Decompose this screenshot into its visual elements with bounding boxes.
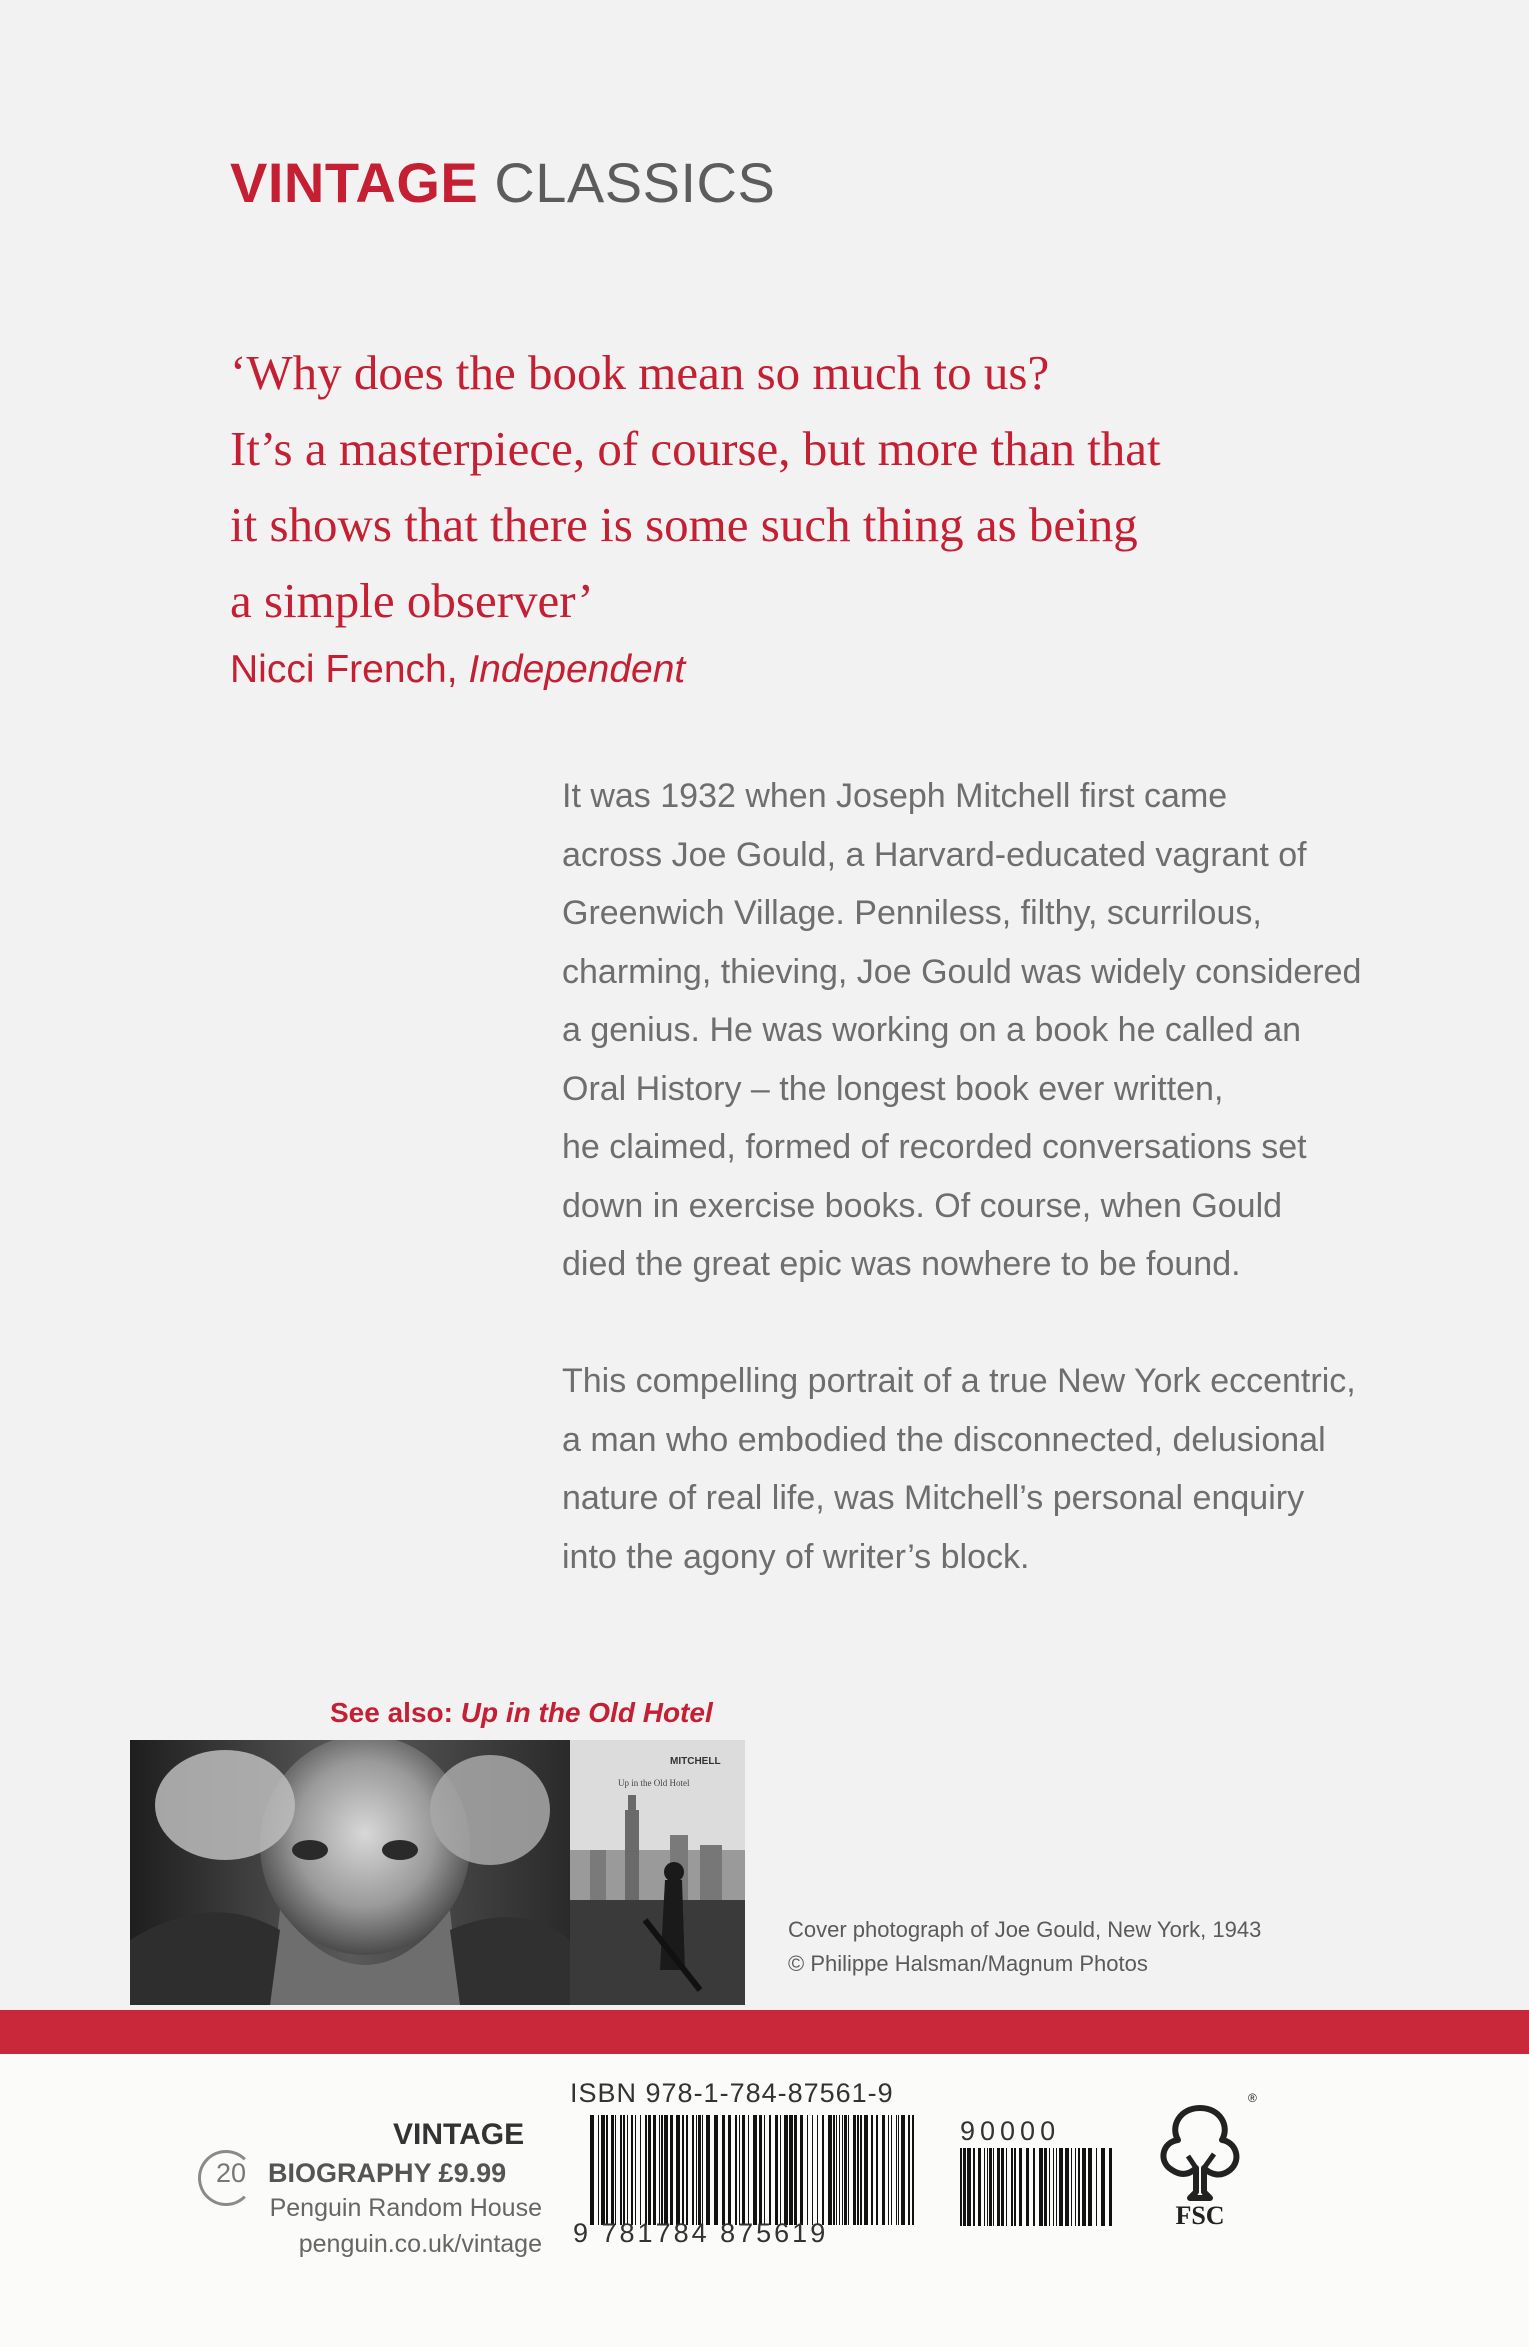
publisher-url: penguin.co.uk/vintage xyxy=(298,2230,542,2258)
barcode-bar xyxy=(1075,2148,1076,2226)
barcode-bar xyxy=(1078,2148,1080,2226)
barcode-bar xyxy=(794,2115,797,2225)
barcode-bar xyxy=(627,2115,628,2225)
barcode-bar xyxy=(1059,2148,1063,2226)
fsc-tree-icon xyxy=(1140,2088,1260,2228)
barcode-bar xyxy=(611,2115,614,2225)
barcode-icon xyxy=(590,2115,920,2230)
mini-cover-author: MITCHELL xyxy=(670,1756,721,1767)
barcode-bar xyxy=(1109,2148,1112,2226)
barcode-bar xyxy=(1053,2148,1054,2226)
mini-cover-title: Up in the Old Hotel xyxy=(618,1778,690,1788)
price-label: £9.99 xyxy=(438,2158,507,2188)
blurb-line: a man who embodied the disconnected, delusional xyxy=(562,1420,1326,1459)
barcode-bar xyxy=(864,2115,868,2225)
barcode-bar xyxy=(645,2115,647,2225)
barcode-bar xyxy=(876,2115,878,2225)
blurb-line: nature of real life, was Mitchell’s personal enquiry xyxy=(562,1479,1305,1517)
barcode-bar xyxy=(960,2148,962,2226)
fsc-logo xyxy=(1140,2088,1260,2233)
barcode-bar xyxy=(714,2115,718,2225)
barcode-bar xyxy=(912,2115,914,2225)
barcode-bar xyxy=(997,2148,1000,2226)
see-also-label: See also: xyxy=(330,1697,453,1728)
barcode-bar xyxy=(590,2115,594,2225)
fsc-label: FSC xyxy=(1175,2201,1225,2228)
barcode-bar xyxy=(839,2115,840,2225)
barcode-bar xyxy=(1011,2148,1013,2226)
barcode-bar xyxy=(967,2148,971,2226)
see-also-title: Up in the Old Hotel xyxy=(460,1697,713,1728)
barcode-bar xyxy=(775,2115,778,2225)
barcode-bar xyxy=(1033,2148,1035,2226)
barcode-bar xyxy=(888,2115,889,2225)
barcode-bar xyxy=(844,2115,847,2225)
barcode-bar xyxy=(784,2115,788,2225)
barcode-bar xyxy=(1019,2148,1022,2226)
blurb-line: Greenwich Village. Penniless, filthy, scurrilous, xyxy=(562,894,1262,932)
blurb-line: he claimed, formed of recorded conversations set xyxy=(562,1128,1307,1166)
publisher-info xyxy=(240,2190,542,2262)
barcode-bar xyxy=(1101,2148,1105,2226)
barcode-bar xyxy=(739,2115,740,2225)
barcode-bar xyxy=(631,2115,633,2225)
quote-line: it shows that there is some such thing as being xyxy=(230,497,1138,552)
barcode-bar xyxy=(620,2115,622,2225)
isbn-label: ISBN 978-1-784-87561-9 xyxy=(570,2078,894,2108)
barcode-bar xyxy=(871,2115,873,2225)
barcode-bar xyxy=(748,2115,749,2225)
barcode-bar xyxy=(648,2115,651,2225)
barcode-bar xyxy=(686,2115,688,2225)
publisher-name: Penguin Random House xyxy=(269,2194,542,2222)
barcode-bar xyxy=(692,2115,694,2225)
barcode-bar xyxy=(1071,2148,1072,2226)
barcode-bar xyxy=(882,2115,885,2225)
quote-line: ‘Why does the book mean so much to us? xyxy=(230,345,1050,400)
barcode-bar xyxy=(670,2115,673,2225)
barcode-bar xyxy=(722,2115,725,2225)
barcode-bar xyxy=(836,2115,837,2225)
barcode-bar xyxy=(728,2115,731,2225)
barcode-bar xyxy=(1049,2148,1050,2226)
barcode-bar xyxy=(1006,2148,1007,2226)
barcode-bar xyxy=(1044,2148,1047,2226)
barcode-bar xyxy=(1056,2148,1057,2226)
barcode-bar xyxy=(973,2148,975,2226)
category-price xyxy=(268,2158,506,2189)
barcode-bar xyxy=(640,2115,641,2225)
blurb-line: a genius. He was working on a book he called an xyxy=(562,1011,1302,1049)
barcode-bar xyxy=(807,2115,808,2225)
barcode-bar xyxy=(789,2115,793,2225)
price-addon-barcode-icon xyxy=(960,2148,1115,2231)
barcode-bar xyxy=(848,2115,849,2225)
barcode-bar xyxy=(842,2115,843,2225)
barcode-bar xyxy=(735,2115,737,2225)
mini-cover-image xyxy=(570,1740,745,2005)
photo-credit xyxy=(788,1913,1261,1981)
barcode-bar xyxy=(769,2115,771,2225)
barcode-bar xyxy=(833,2115,835,2225)
barcode-bar xyxy=(901,2115,905,2225)
portrait-image xyxy=(130,1740,570,2005)
series-logo xyxy=(230,150,775,215)
barcode-bar xyxy=(822,2115,824,2225)
barcode-bar xyxy=(664,2115,668,2225)
quote-source: Independent xyxy=(468,648,686,691)
barcode-bar xyxy=(659,2115,660,2225)
barcode-bar xyxy=(989,2148,992,2226)
red-band xyxy=(0,2010,1529,2054)
blurb-line: charming, thieving, Joe Gould was widely considered xyxy=(562,952,1362,991)
barcode-bar xyxy=(698,2115,701,2225)
imprint-vintage: VINTAGE xyxy=(393,2118,525,2151)
series-logo-classics: CLASSICS xyxy=(494,151,776,214)
blurb-paragraph-2 xyxy=(562,1352,1492,1586)
barcode-bar xyxy=(780,2115,781,2225)
barcode-bar xyxy=(860,2115,862,2225)
see-also-book-cover[interactable] xyxy=(570,1740,745,2005)
barcode-bar xyxy=(759,2115,762,2225)
barcode-bar xyxy=(853,2115,856,2225)
barcode-bar xyxy=(908,2115,910,2225)
barcode-bar xyxy=(598,2115,599,2225)
see-also xyxy=(330,1697,713,1729)
barcode-bar xyxy=(891,2115,892,2225)
quote-attribution xyxy=(230,648,685,692)
barcode-bar xyxy=(753,2115,757,2225)
barcode-digits: 9 781784 875619 xyxy=(573,2218,829,2248)
barcode-bar xyxy=(1014,2148,1016,2226)
barcode-bar xyxy=(1088,2148,1092,2226)
blurb-line: It was 1932 when Joseph Mitchell first came xyxy=(562,777,1228,815)
review-quote xyxy=(230,335,1330,639)
barcode-bar xyxy=(601,2115,605,2225)
barcode-bar xyxy=(1026,2148,1029,2226)
quote-author: Nicci French, xyxy=(230,648,458,691)
quote-line: a simple observer’ xyxy=(230,573,594,628)
barcode-bar xyxy=(896,2115,897,2225)
barcode-bar xyxy=(812,2115,813,2225)
barcode-bar xyxy=(800,2115,803,2225)
barcode-bar xyxy=(857,2115,859,2225)
barcode-bar xyxy=(817,2115,818,2225)
barcode-bar xyxy=(702,2115,703,2225)
blurb-paragraph-1 xyxy=(562,767,1492,1294)
barcode-bar xyxy=(987,2148,988,2226)
barcode-bar xyxy=(635,2115,636,2225)
blurb-line: across Joe Gould, a Harvard-educated vagrant of xyxy=(562,835,1307,874)
barcode-bar xyxy=(676,2115,680,2225)
barcode-bar xyxy=(682,2115,684,2225)
blurb-line: Oral History – the longest book ever written, xyxy=(562,1069,1224,1108)
barcode-bar xyxy=(963,2148,966,2226)
blurb-line: into the agony of writer’s block. xyxy=(562,1537,1030,1576)
fsc-registered-mark: ® xyxy=(1248,2091,1257,2105)
c20-logo-number: 20 xyxy=(216,2158,247,2188)
barcode-bar xyxy=(898,2115,899,2225)
price-addon-digits: 90000 xyxy=(960,2116,1061,2146)
author-photo xyxy=(130,1740,570,2005)
barcode-bar xyxy=(653,2115,656,2225)
barcode-bar xyxy=(742,2115,745,2225)
barcode-bar xyxy=(615,2115,616,2225)
blurb-line: down in exercise books. Of course, when Gould xyxy=(562,1186,1283,1225)
series-logo-vintage: VINTAGE xyxy=(230,151,479,214)
barcode-bar xyxy=(984,2148,985,2226)
barcode-bar xyxy=(828,2115,832,2225)
photo-credit-line: Cover photograph of Joe Gould, New York, 1943 xyxy=(788,1917,1262,1942)
photo-credit-line: © Philippe Halsman/Magnum Photos xyxy=(788,1951,1148,1976)
barcode-bar xyxy=(661,2115,663,2225)
barcode-bar xyxy=(993,2148,994,2226)
barcode-bar xyxy=(1082,2148,1086,2226)
barcode-bar xyxy=(1039,2148,1043,2226)
blurb-line: This compelling portrait of a true New York eccentric, xyxy=(562,1362,1356,1400)
barcode-bar xyxy=(1065,2148,1069,2226)
barcode-bar xyxy=(606,2115,608,2225)
quote-line: It’s a masterpiece, of course, but more than that xyxy=(230,421,1161,476)
category-label: BIOGRAPHY xyxy=(268,2158,432,2188)
barcode-bar xyxy=(623,2115,625,2225)
barcode-bar xyxy=(706,2115,710,2225)
barcode-bar xyxy=(1001,2148,1004,2226)
barcode-bar xyxy=(764,2115,765,2225)
barcode-bar xyxy=(696,2115,697,2225)
blurb-line: died the great epic was nowhere to be found. xyxy=(562,1245,1241,1283)
barcode-bar xyxy=(978,2148,981,2226)
barcode-bar xyxy=(1096,2148,1097,2226)
